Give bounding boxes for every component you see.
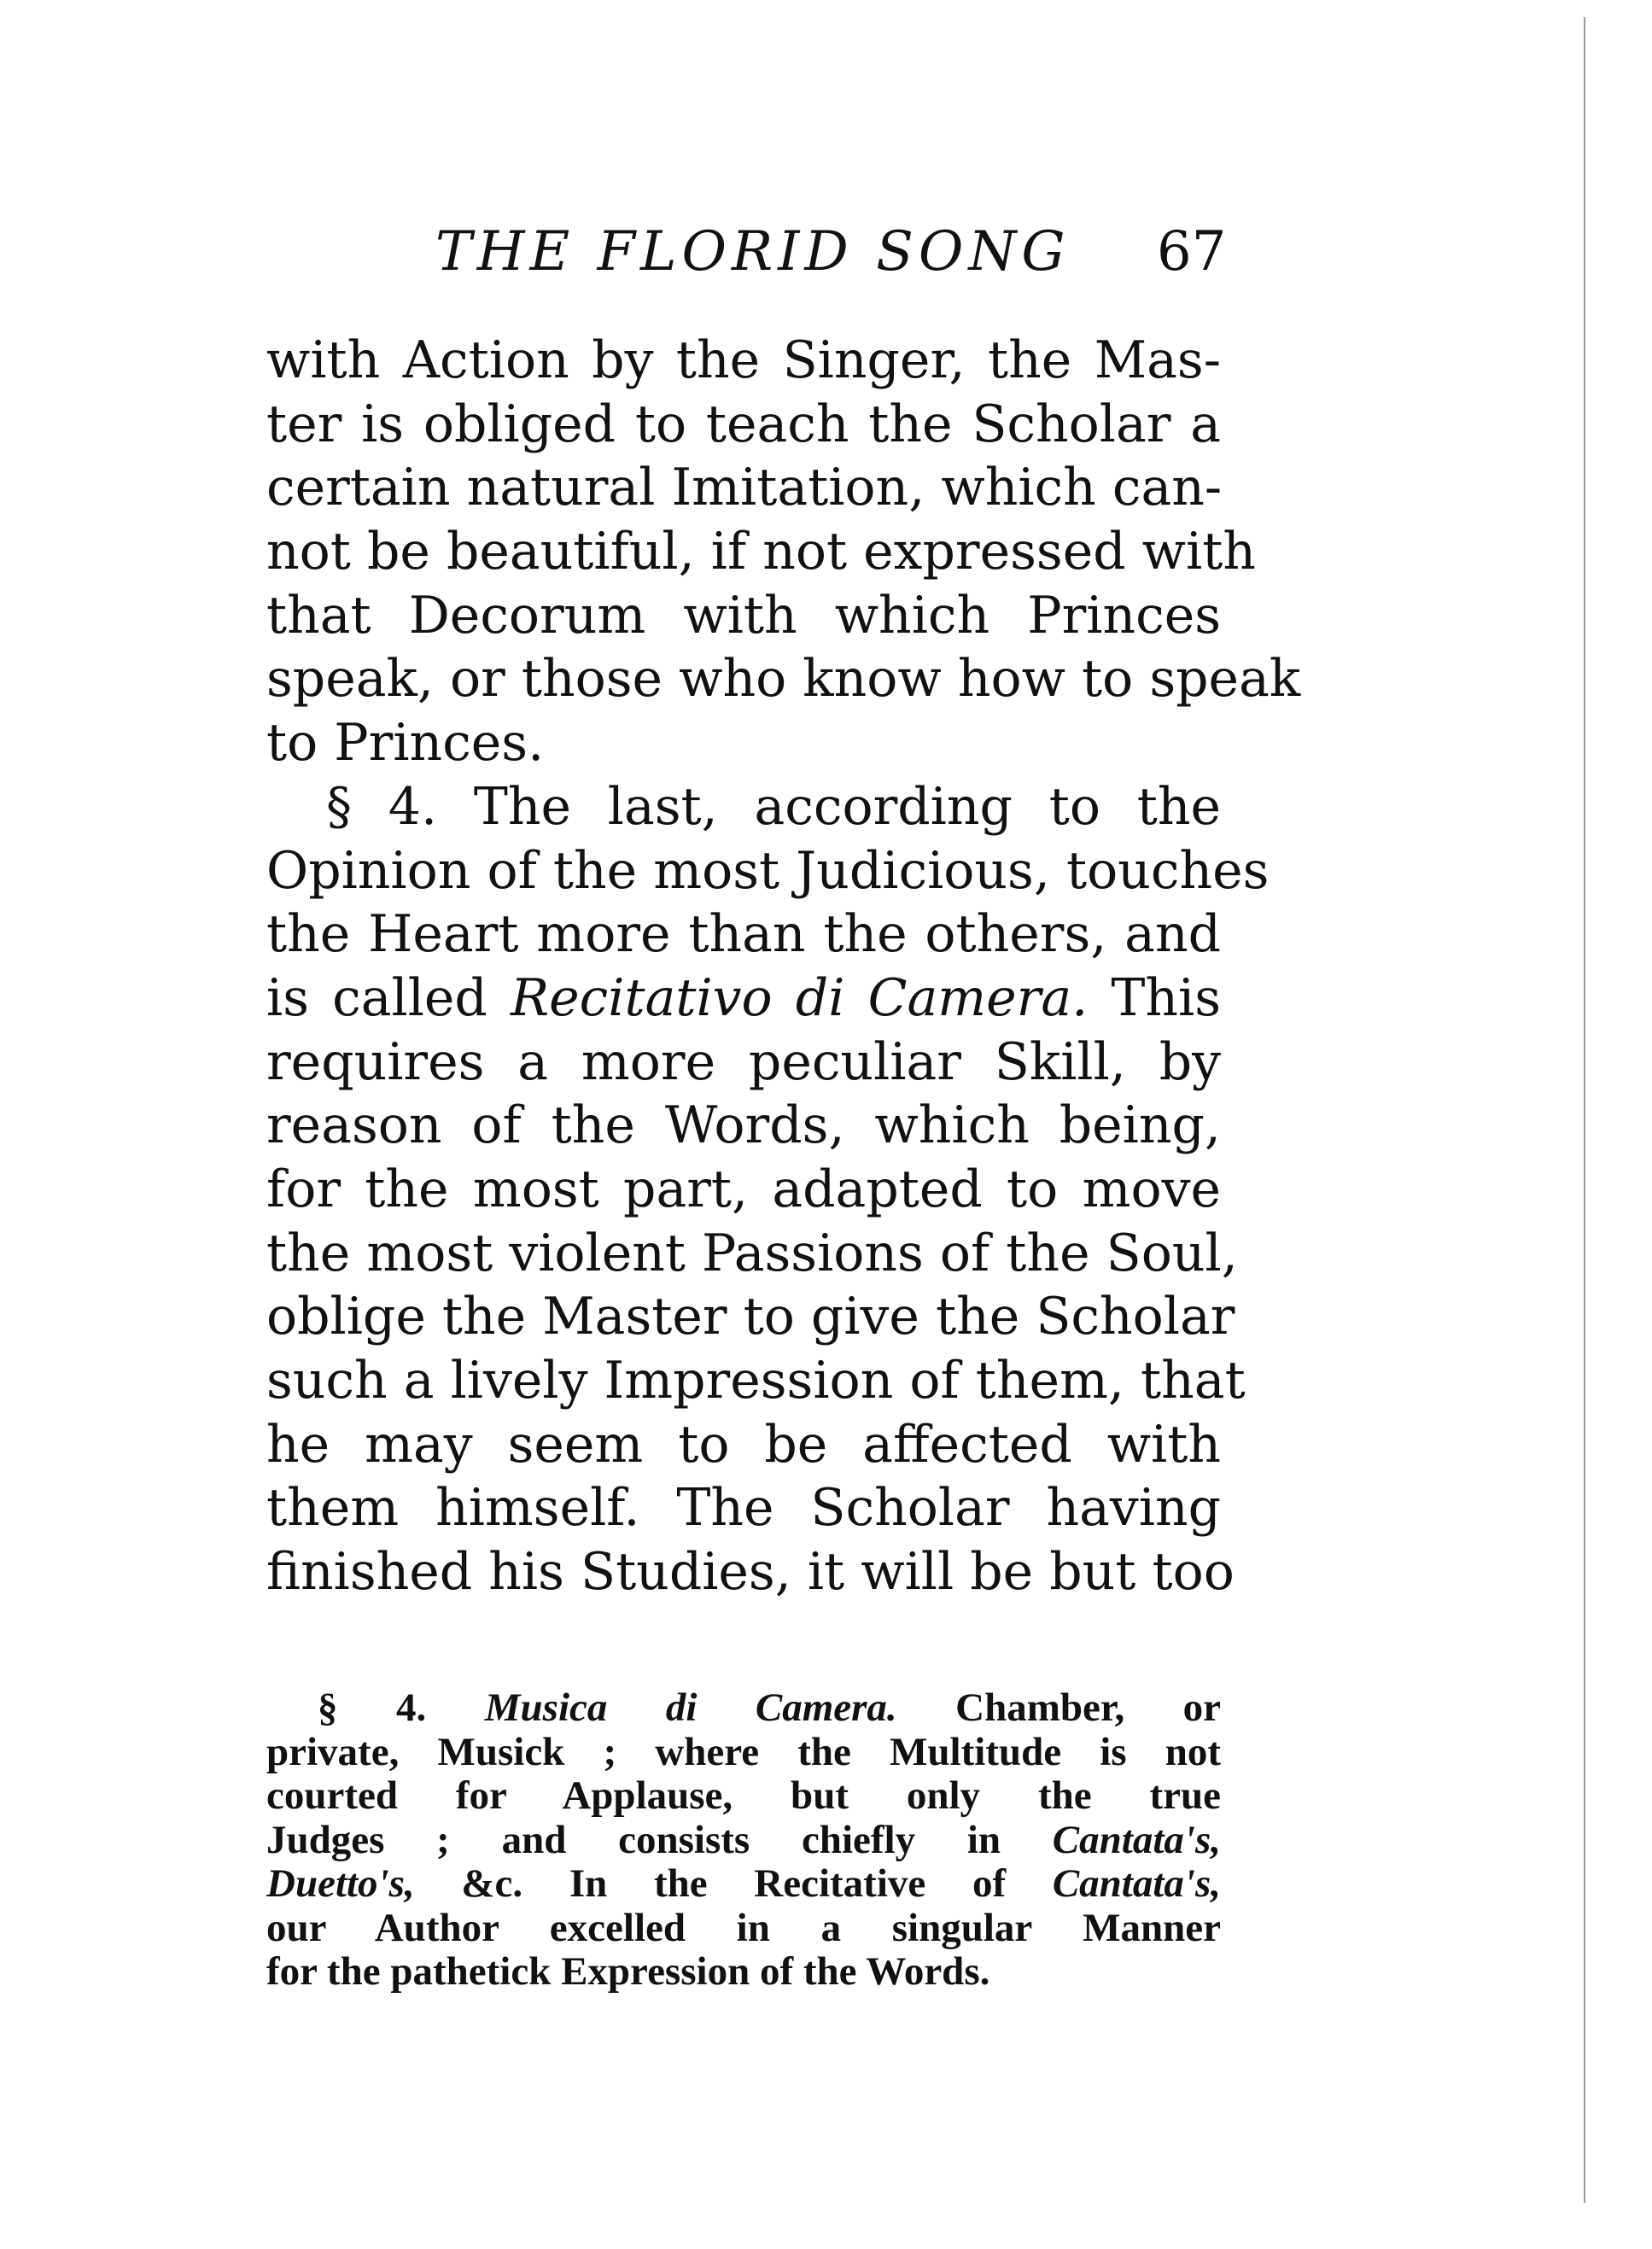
body-text-segment: This <box>1111 967 1222 1028</box>
body-line: oblige the Master to give the Scholar <box>266 1287 1235 1347</box>
body-line: reason of the Words, which being, <box>266 1095 1221 1156</box>
footnote <box>266 1686 1221 1995</box>
footnote-text-segment: Judges ; and consists chiefly in <box>266 1817 1001 1862</box>
body-line: them himself. The Scholar having <box>266 1478 1221 1539</box>
body-line: speak, or those who know how to speak <box>266 649 1301 710</box>
footnote-italic-term: Musica di Camera. <box>484 1685 897 1730</box>
body-line-section-4: § 4. The last, according to the <box>326 776 1221 837</box>
footnote-italic-term: Cantata's, <box>1052 1817 1221 1862</box>
footnote-line: courted for Applause, but only the true <box>266 1773 1221 1818</box>
body-line: such a lively Impression of them, that <box>266 1351 1246 1411</box>
body-line: the most violent Passions of the Soul, <box>266 1223 1238 1283</box>
footnote-text-segment: Chamber, or <box>955 1685 1222 1730</box>
body-line: with Action by the Singer, the Mas- <box>266 330 1221 390</box>
body-line: for the most part, adapted to move <box>266 1159 1221 1219</box>
body-line: requires a more peculiar Skill, by <box>266 1031 1221 1092</box>
footnote-italic-term: Duetto's, <box>266 1861 415 1906</box>
body-line: Opinion of the most Judicious, touches <box>266 840 1270 901</box>
body-line: certain natural Imitation, which can- <box>266 458 1223 518</box>
body-line: that Decorum with which Princes <box>266 585 1221 645</box>
footnote-line: our Author excelled in a singular Manner <box>266 1905 1221 1950</box>
page-edge-line <box>1584 17 1585 2203</box>
body-text-segment: is called <box>266 967 487 1028</box>
footnote-line: for the pathetick Expression of the Words. <box>266 1949 990 1994</box>
body-line: the Heart more than the others, and <box>266 904 1221 965</box>
footnote-line <box>266 1686 1221 1731</box>
body-line: to Princes. <box>266 713 545 774</box>
footnote-mark: § 4. <box>318 1685 427 1730</box>
body-line: ter is obliged to teach the Scholar a <box>266 394 1221 454</box>
footnote-line: private, Musick ; where the Multitude is not <box>266 1729 1221 1774</box>
footnote-line <box>266 1819 1221 1863</box>
footnote-text-segment: &c. In the Recitative of <box>461 1861 1007 1906</box>
footnote-italic-term: Cantata's, <box>1052 1861 1222 1906</box>
body-line: not be beautiful, if not expressed with <box>266 522 1256 582</box>
body-line-recitativo <box>266 967 1221 1031</box>
italic-term-recitativo: Recitativo di Camera. <box>510 967 1089 1028</box>
footnote-line <box>266 1862 1221 1907</box>
running-head-title: THE FLORID SONG <box>435 220 1071 283</box>
body-line: finished his Studies, it will be but too <box>266 1542 1235 1603</box>
body-line: he may seem to be affected with <box>266 1414 1221 1475</box>
running-head <box>265 220 1227 289</box>
body-text <box>266 329 1301 1604</box>
page-number: 67 <box>1157 220 1227 283</box>
